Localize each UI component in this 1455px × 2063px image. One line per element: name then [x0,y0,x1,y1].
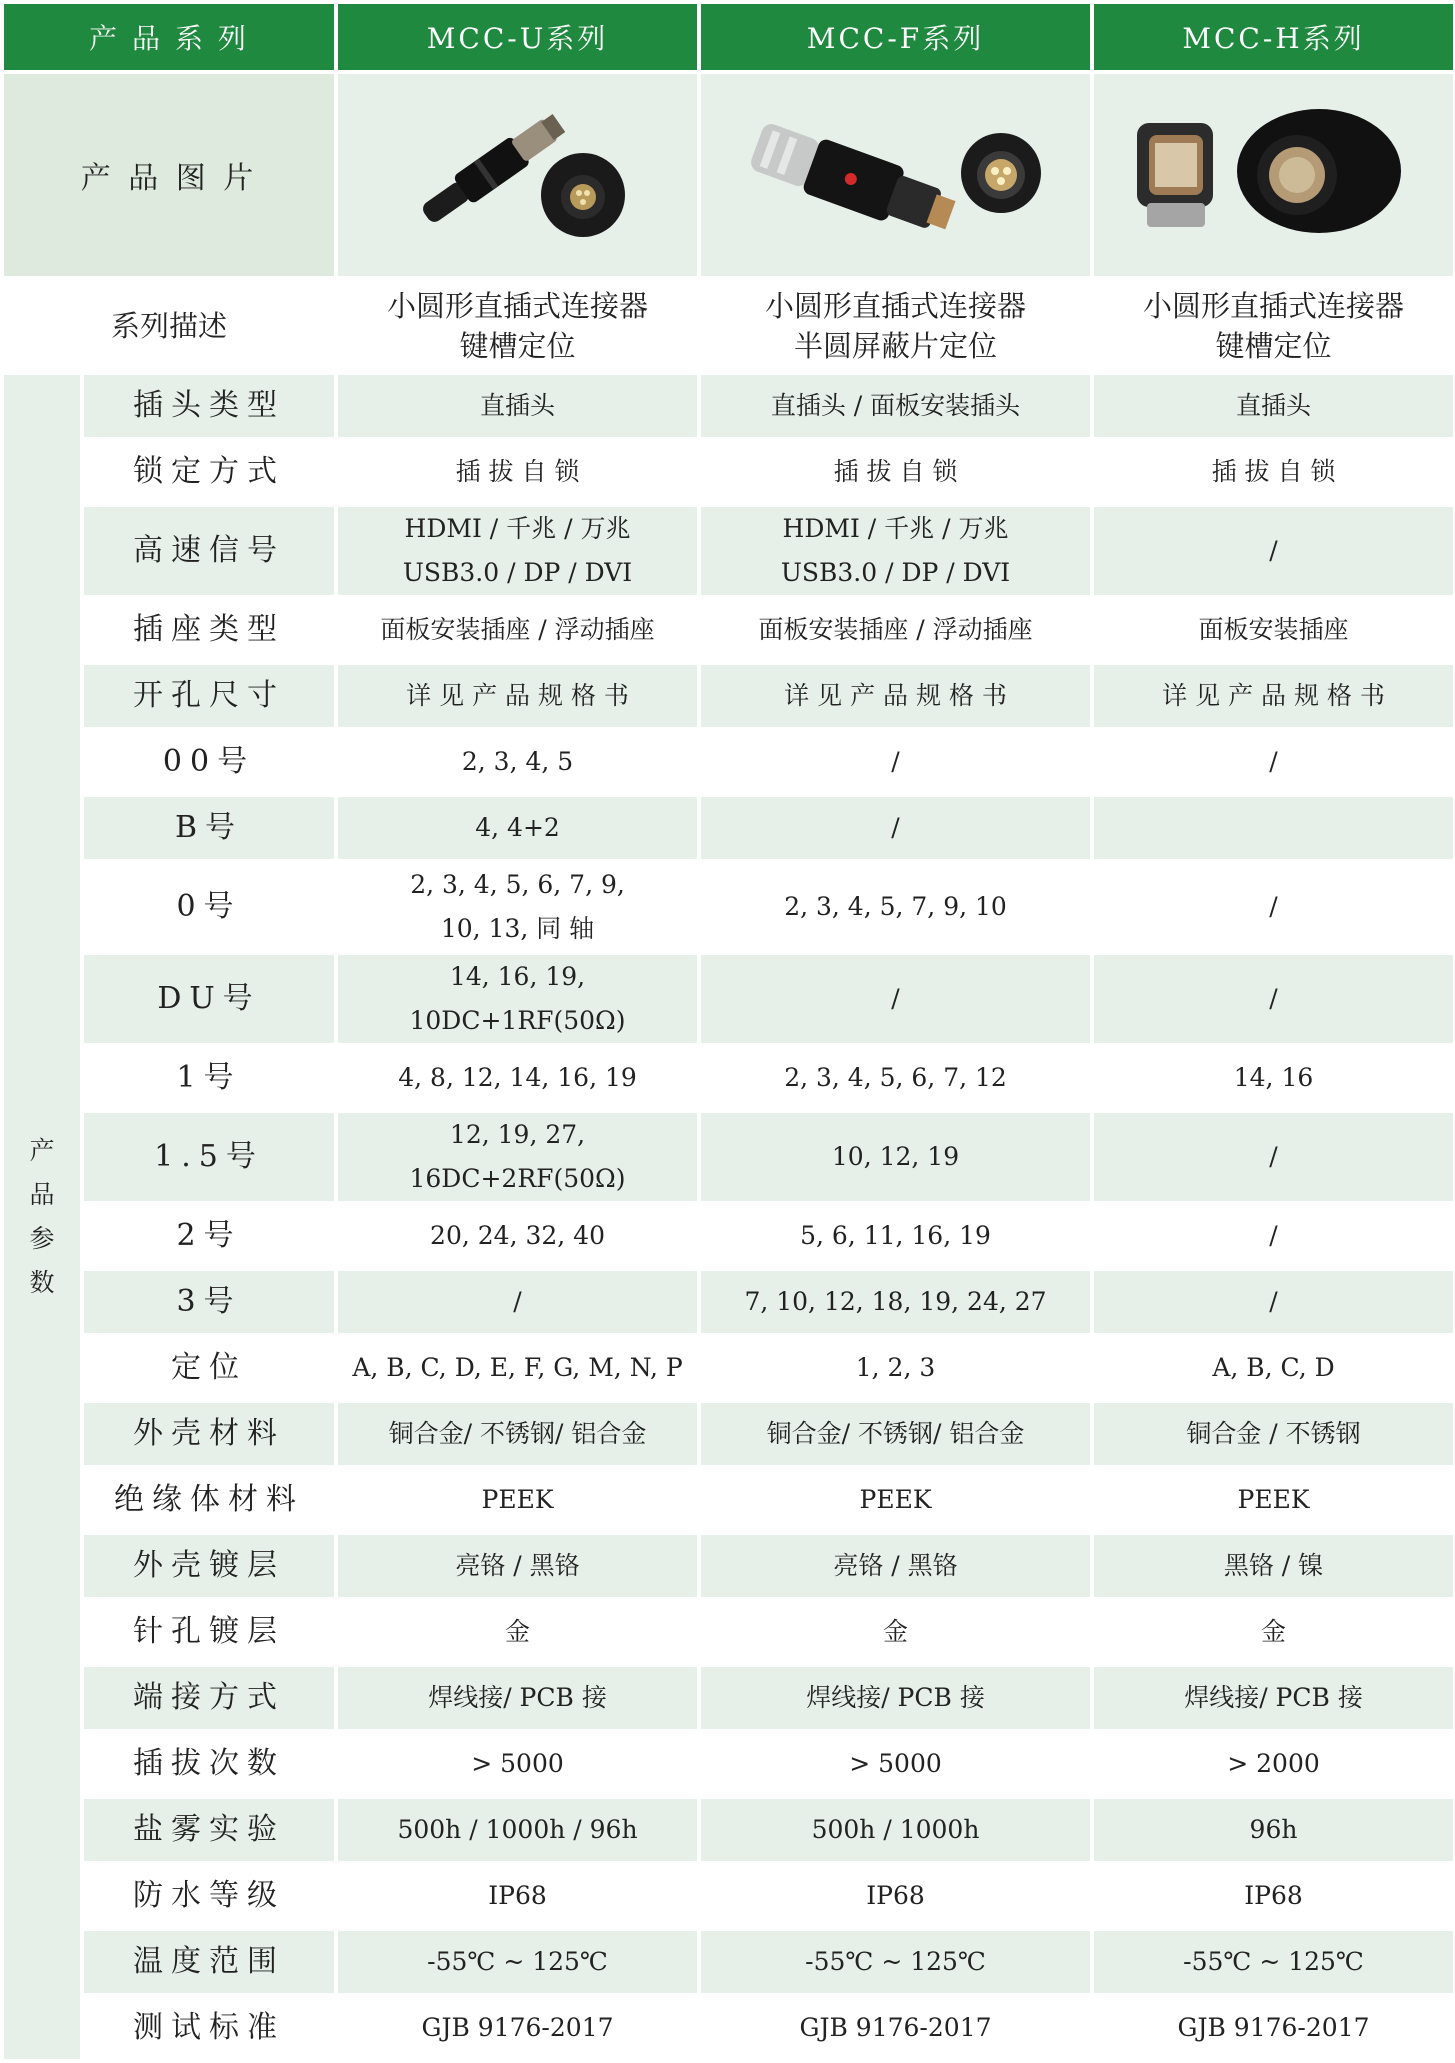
param-value-line: / [891,984,900,1013]
param-value-line: 金 [1261,1617,1287,1646]
param-value [701,1271,1090,1333]
param-value-line: > 5000 [849,1749,942,1778]
param-value-line: GJB 9176-2017 [421,2013,614,2042]
param-label: 开孔尺寸 [84,665,334,727]
param-value-line: 金 [883,1617,909,1646]
param-row [4,1337,1453,1399]
param-value-line: 详 见 产 品 规 格 书 [1162,681,1385,710]
param-value [1094,1535,1453,1597]
param-value [338,441,697,503]
param-value [701,1733,1090,1795]
param-value [338,1469,697,1531]
param-label: 绝缘体材料 [84,1469,334,1531]
param-value-line: 黑铬 / 镍 [1223,1551,1324,1580]
description-mcc-h [1094,280,1453,371]
param-value [701,1997,1090,2059]
param-row [4,599,1453,661]
param-value [701,665,1090,727]
param-value-line: 插 拔 自 锁 [1211,457,1336,486]
param-value-line: > 5000 [471,1749,564,1778]
param-label: 外壳镀层 [84,1535,334,1597]
param-value-line: / [1269,892,1278,921]
param-value [1094,863,1453,951]
param-value [1094,1601,1453,1663]
param-value [1094,1931,1453,1993]
param-row [4,1667,1453,1729]
param-value [1094,599,1453,661]
param-value [1094,1337,1453,1399]
param-value-line: A, B, C, D, E, F, G, M, N, P [352,1353,683,1382]
param-value [1094,1403,1453,1465]
description-mcc-f [701,280,1090,371]
param-value-line: HDMI / 千兆 / 万兆 [782,514,1009,543]
param-value [701,1865,1090,1927]
param-value-line: 4, 4+2 [475,813,560,842]
description-label: 系列描述 [4,280,334,371]
param-value [701,731,1090,793]
params-side-label [4,375,80,2059]
param-value-line: PEEK [1237,1485,1310,1514]
param-label: 盐雾实验 [84,1799,334,1861]
param-value-line: / [1269,747,1278,776]
param-value-line: USB3.0 / DP / DVI [780,558,1011,587]
description-line: 小圆形直插式连接器 [387,288,649,323]
param-value [1094,1997,1453,2059]
param-value-line: / [513,1287,522,1316]
mcc-h-photo [1094,74,1453,276]
param-value [701,1931,1090,1993]
param-value [701,1535,1090,1597]
param-value-line: 详 见 产 品 规 格 书 [784,681,1007,710]
param-value-line: 铜合金/ 不锈钢/ 铝合金 [766,1419,1025,1448]
param-value-line: 2, 3, 4, 5, 6, 7, 12 [784,1063,1007,1092]
param-row [4,1799,1453,1861]
param-value [338,1865,697,1927]
param-label: 插拔次数 [84,1733,334,1795]
param-value-line: / [1269,536,1278,565]
param-label: 锁定方式 [84,441,334,503]
param-row [4,441,1453,503]
param-value-line: 10, 12, 19 [831,1142,960,1171]
param-value [701,1047,1090,1109]
param-row [4,1469,1453,1531]
param-value-line: 焊线接/ PCB 接 [428,1683,607,1712]
param-value-line: 铜合金/ 不锈钢/ 铝合金 [388,1419,647,1448]
param-value [1094,1271,1453,1333]
param-value-line: / [1269,1287,1278,1316]
param-value-line: GJB 9176-2017 [799,2013,992,2042]
param-row [4,1865,1453,1927]
param-value [338,599,697,661]
param-label: 0号 [84,863,334,951]
param-value [1094,1205,1453,1267]
param-value-line: > 2000 [1227,1749,1320,1778]
params-side-char: 参 [29,1224,55,1253]
param-value [701,1113,1090,1201]
param-row [4,507,1453,595]
header-series-mcc-h: MCC-H系列 [1094,4,1453,70]
param-value-line: 2, 3, 4, 5 [461,747,574,776]
param-value [1094,1865,1453,1927]
param-value [1094,731,1453,793]
param-value-line: HDMI / 千兆 / 万兆 [404,514,631,543]
param-label: 插头类型 [84,375,334,437]
mcc-f-connector-image [731,95,1061,255]
param-value-line: USB3.0 / DP / DVI [402,558,633,587]
param-value [1094,375,1453,437]
param-value [338,731,697,793]
param-value-line: 铜合金 / 不锈钢 [1186,1419,1361,1448]
param-row [4,1601,1453,1663]
params-side-char: 品 [29,1180,55,1209]
description-line: 小圆形直插式连接器 [765,288,1027,323]
param-value [701,955,1090,1043]
param-value-line: 500h / 1000h [811,1815,980,1844]
param-value-line: 500h / 1000h / 96h [397,1815,638,1844]
param-label: 2号 [84,1205,334,1267]
param-value [1094,441,1453,503]
param-value [1094,1113,1453,1201]
param-value [338,1205,697,1267]
param-value [338,375,697,437]
param-value-line: 焊线接/ PCB 接 [1184,1683,1363,1712]
param-row [4,1733,1453,1795]
param-value-line: 亮铬 / 黑铬 [455,1551,580,1580]
param-value-line: 1, 2, 3 [855,1353,936,1382]
param-label: 针孔镀层 [84,1601,334,1663]
param-row [4,375,1453,437]
param-label: B号 [84,797,334,859]
param-value [1094,507,1453,595]
mcc-u-photo [338,74,697,276]
param-value-line: IP68 [1244,1881,1303,1910]
param-value [338,1601,697,1663]
params-side-char: 产 [29,1136,55,1165]
description-mcc-u [338,280,697,371]
param-label: 温度范围 [84,1931,334,1993]
param-row [4,1205,1453,1267]
header-series-mcc-f: MCC-F系列 [701,4,1090,70]
param-row [4,955,1453,1043]
description-line: 半圆屏蔽片定位 [794,328,998,363]
param-value-line: PEEK [481,1485,554,1514]
param-value-line: 金 [505,1617,531,1646]
param-value [1094,1799,1453,1861]
param-value [338,1271,697,1333]
description-line: 键槽定位 [1215,328,1332,363]
param-value-line: 面板安装插座 / 浮动插座 [758,615,1033,644]
param-value-line: A, B, C, D [1212,1353,1335,1382]
param-row [4,1113,1453,1201]
param-label: 1.5号 [84,1113,334,1201]
param-value [701,1667,1090,1729]
param-value-line: 20, 24, 32, 40 [430,1221,605,1250]
param-label: 端接方式 [84,1667,334,1729]
param-row [4,1931,1453,1993]
param-value [1094,665,1453,727]
param-value [338,1535,697,1597]
param-value [338,797,697,859]
param-value [701,1469,1090,1531]
param-value-line: 14, 16, 19, 10DC+1RF(50Ω) [409,962,626,1035]
param-value [701,1403,1090,1465]
param-value [1094,1733,1453,1795]
param-value-line: 面板安装插座 / 浮动插座 [380,615,655,644]
param-value-line: PEEK [859,1485,932,1514]
param-value-line: 96h [1249,1815,1298,1844]
mcc-f-photo [701,74,1090,276]
param-label: 定位 [84,1337,334,1399]
param-value [701,375,1090,437]
param-label: 防水等级 [84,1865,334,1927]
mcc-u-connector-image [393,85,643,265]
param-value [338,507,697,595]
param-row [4,1271,1453,1333]
param-value-line: 12, 19, 27, 16DC+2RF(50Ω) [409,1120,626,1193]
param-value [338,1113,697,1201]
param-row [4,1535,1453,1597]
param-value-line: 直插头 [1236,391,1312,420]
param-value-line: 亮铬 / 黑铬 [833,1551,958,1580]
param-row [4,665,1453,727]
param-value-line: 直插头 / 面板安装插头 [770,391,1021,420]
param-label: 测试标准 [84,1997,334,2059]
description-line: 小圆形直插式连接器 [1143,288,1405,323]
param-value-line: IP68 [488,1881,547,1910]
param-value-line: 2, 3, 4, 5, 7, 9, 10 [784,892,1007,921]
param-value-line: -55℃ ~ 125℃ [805,1947,986,1976]
param-value [1094,797,1453,859]
param-row [4,1047,1453,1109]
param-value [338,1667,697,1729]
param-value [338,1047,697,1109]
param-value [338,1997,697,2059]
param-value [701,599,1090,661]
param-value [338,1403,697,1465]
param-value [701,1337,1090,1399]
param-value [701,1799,1090,1861]
param-row [4,863,1453,951]
param-value-line: 7, 10, 12, 18, 19, 24, 27 [744,1287,1047,1316]
param-value [338,863,697,951]
param-value [701,1205,1090,1267]
param-row [4,731,1453,793]
params-side-char: 数 [29,1268,55,1297]
param-value-line: / [891,813,900,842]
param-value-line: 14, 16 [1233,1063,1314,1092]
param-value-line: / [1269,1142,1278,1171]
param-label: DU号 [84,955,334,1043]
param-value-line: / [891,747,900,776]
param-value [338,1799,697,1861]
param-row [4,1403,1453,1465]
param-row [4,1997,1453,2059]
param-value [338,665,697,727]
param-label: 外壳材料 [84,1403,334,1465]
description-line: 键槽定位 [459,328,576,363]
param-value [1094,1047,1453,1109]
param-row [4,797,1453,859]
header-series-mcc-u: MCC-U系列 [338,4,697,70]
mcc-h-connector-image [1119,95,1429,255]
param-value-line: 焊线接/ PCB 接 [806,1683,985,1712]
param-value [338,1337,697,1399]
param-value-line: -55℃ ~ 125℃ [1183,1947,1364,1976]
param-value [1094,955,1453,1043]
param-value-line: IP68 [866,1881,925,1910]
param-value [701,1601,1090,1663]
image-row-label: 产 品 图 片 [4,74,334,276]
param-value [701,441,1090,503]
param-value [338,955,697,1043]
param-value-line: 详 见 产 品 规 格 书 [406,681,629,710]
param-value [1094,1667,1453,1729]
param-value-line: -55℃ ~ 125℃ [427,1947,608,1976]
param-value [338,1733,697,1795]
param-label: 高速信号 [84,507,334,595]
param-value [701,797,1090,859]
param-value [338,1931,697,1993]
param-label: 1号 [84,1047,334,1109]
param-value-line: / [1269,1221,1278,1250]
param-value-line: 面板安装插座 [1198,615,1349,644]
param-value-line: 2, 3, 4, 5, 6, 7, 9, [410,870,625,899]
header-category: 产 品 系 列 [4,4,334,70]
param-value-line: 10, 13, 同 轴 [440,914,595,943]
param-value [701,507,1090,595]
param-value-line: 插 拔 自 锁 [833,457,958,486]
param-value-line: 插 拔 自 锁 [455,457,580,486]
param-value [1094,1469,1453,1531]
param-label: 插座类型 [84,599,334,661]
param-value-line: 直插头 [480,391,556,420]
param-label: 3号 [84,1271,334,1333]
param-value-line: / [1269,984,1278,1013]
param-value-line: 5, 6, 11, 16, 19 [800,1221,991,1250]
param-value-line: GJB 9176-2017 [1177,2013,1370,2042]
param-label: 00号 [84,731,334,793]
param-value [701,863,1090,951]
param-value-line: 4, 8, 12, 14, 16, 19 [398,1063,637,1092]
